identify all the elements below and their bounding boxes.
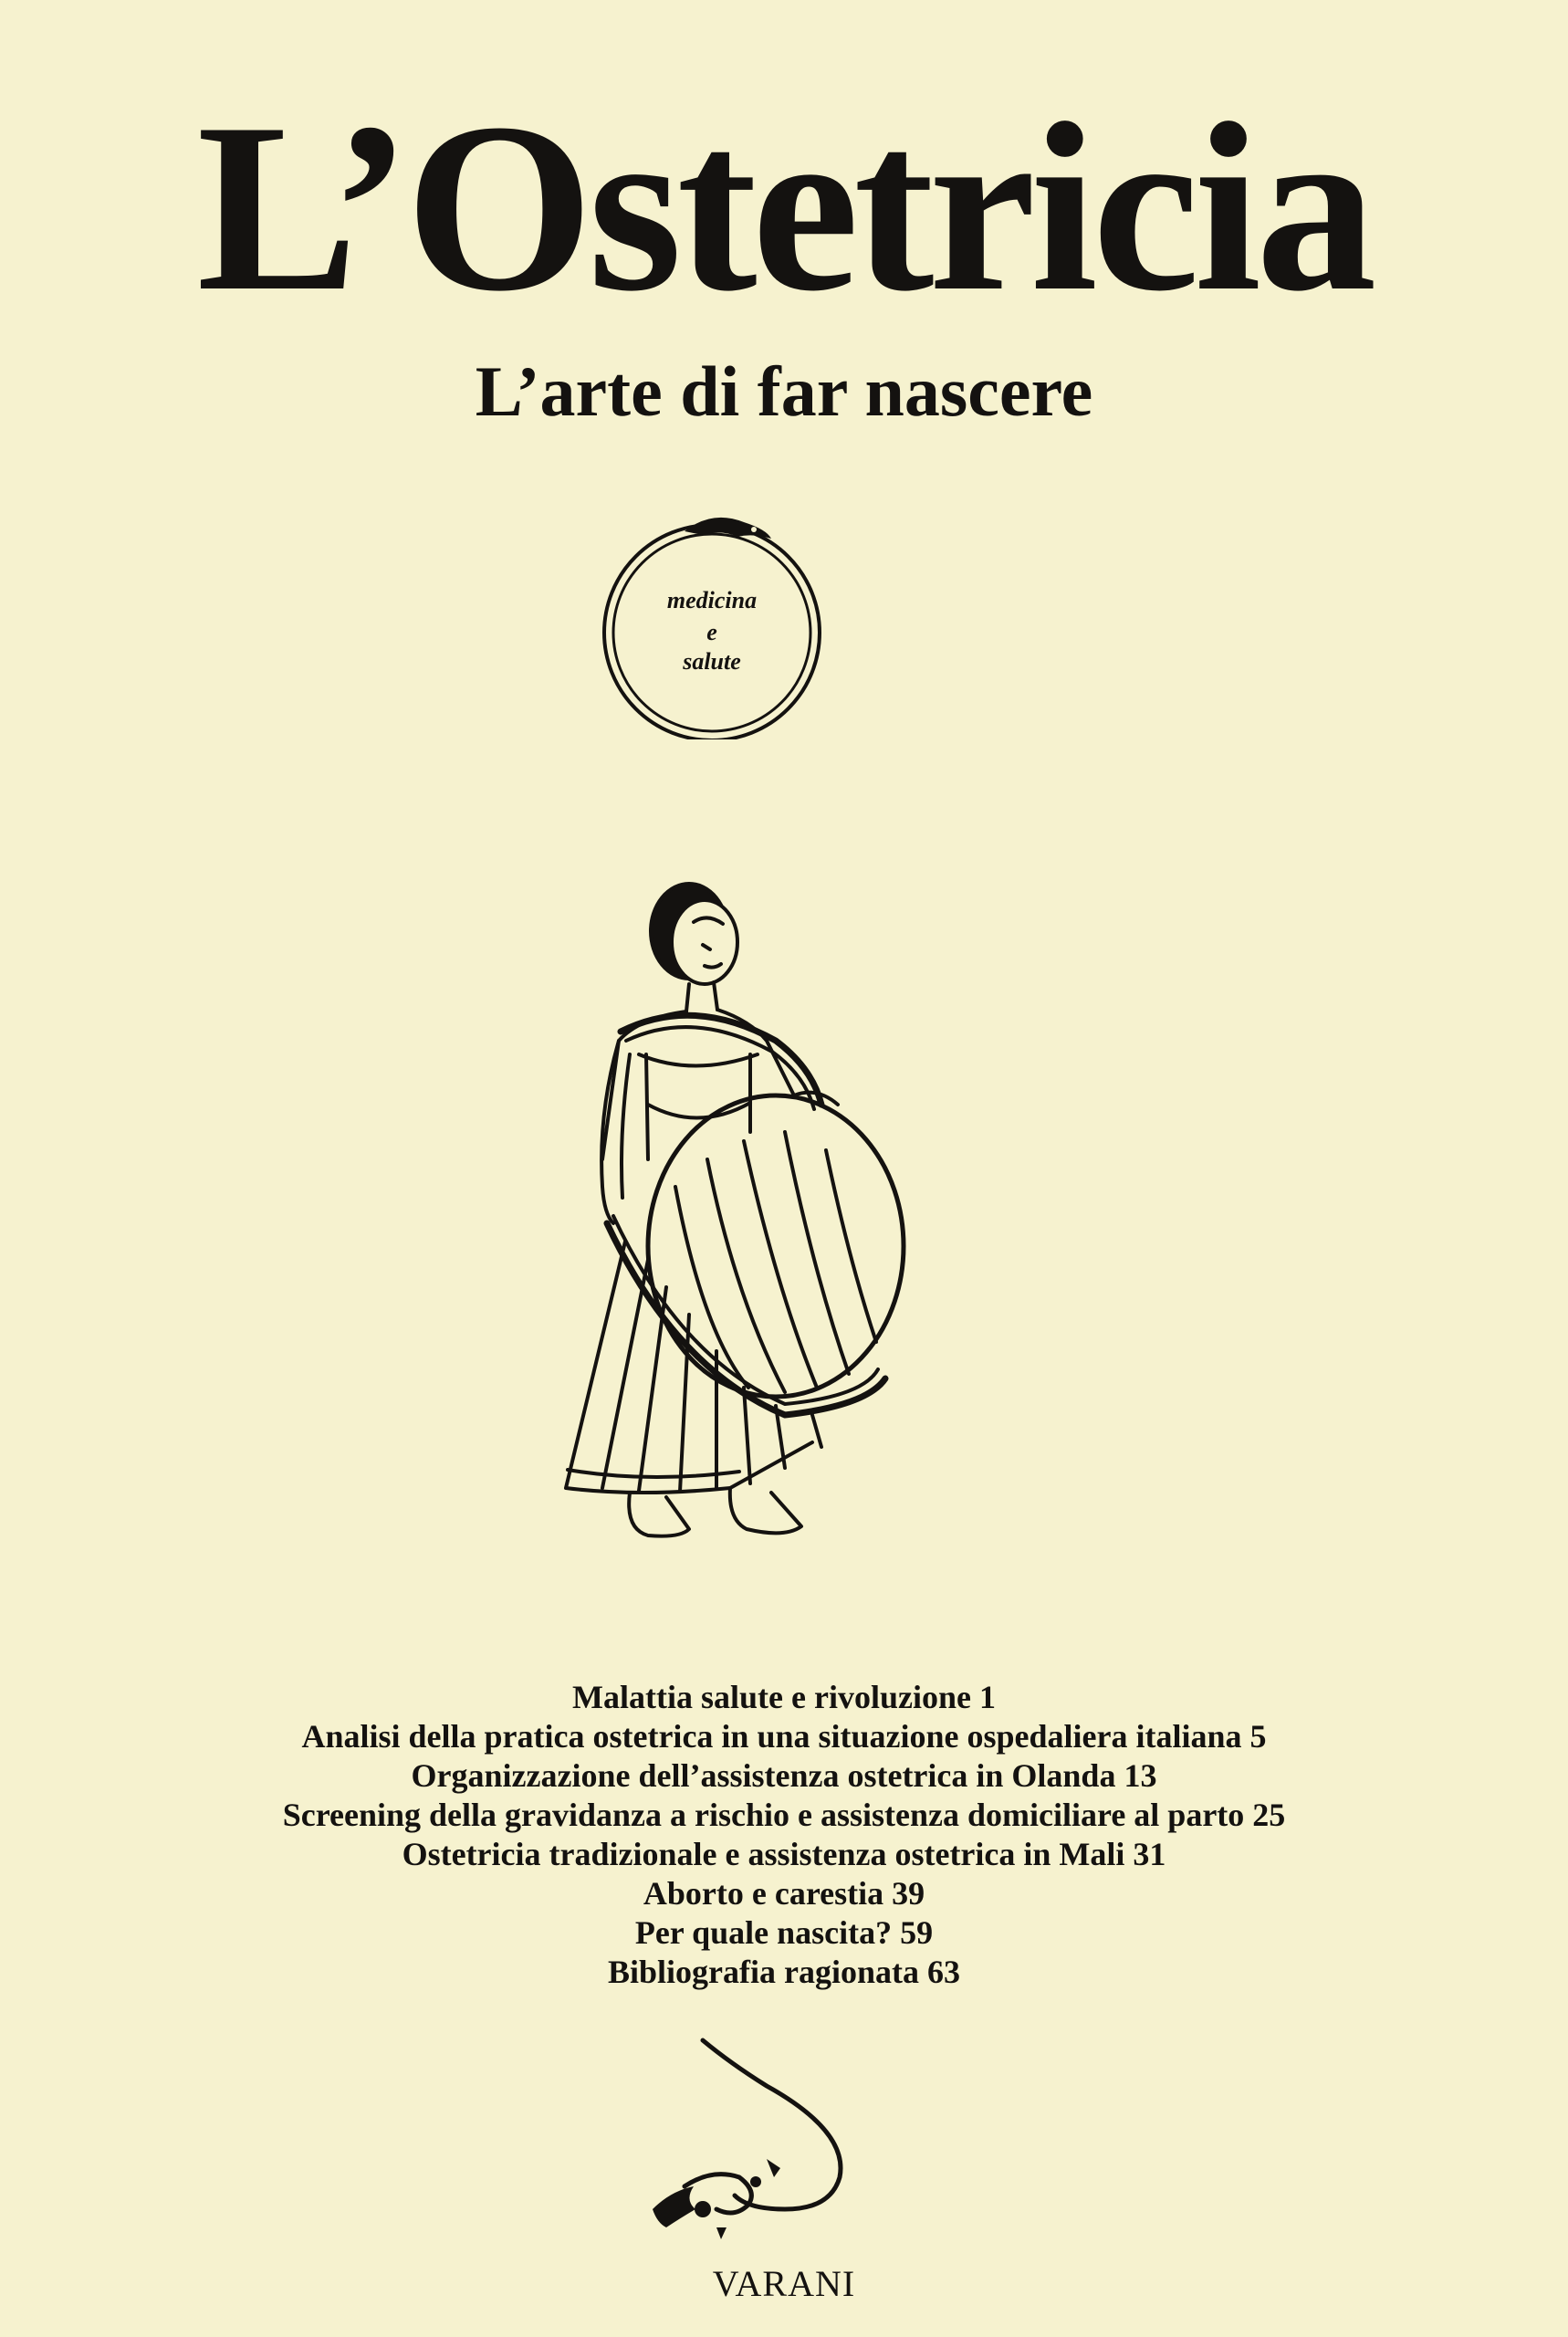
toc-entry: Per quale nascita? 59 [634,1914,934,1951]
seal-line-3: salute [683,648,741,675]
seal-line-1: medicina [666,587,758,613]
woodcut-illustration [511,858,949,1575]
table-of-contents [0,1678,1568,1992]
toc-entry: Organizzazione dell’assistenza ostetrica in Olanda 13 [411,1757,1157,1794]
creature-colophon-icon [630,2022,867,2241]
publisher-colophon [630,2022,867,2246]
cover-title: L’Ostetricia [196,74,1372,341]
toc-entry: Bibliografia ragionata 63 [608,1954,960,1990]
toc-entry: Screening della gravidanza a rischio e assistenza domiciliare al parto 25 [282,1797,1286,1833]
pregnant-woman-woodcut-icon [511,858,949,1570]
toc-entry: Analisi della pratica ostetrica in una situazione ospedaliera italiana 5 [301,1718,1267,1755]
toc-entry: Malattia salute e rivoluzione 1 [572,1679,996,1715]
seal-line-2: e [706,619,717,645]
series-seal [584,502,840,739]
publisher-name: VARANI [712,2263,856,2304]
toc-entry: Aborto e carestia 39 [643,1875,925,1912]
toc-entry: Ostetricia tradizionale e assistenza ostetrica in Mali 31 [402,1836,1166,1872]
cover-subtitle: L’arte di far nascere [475,351,1093,431]
